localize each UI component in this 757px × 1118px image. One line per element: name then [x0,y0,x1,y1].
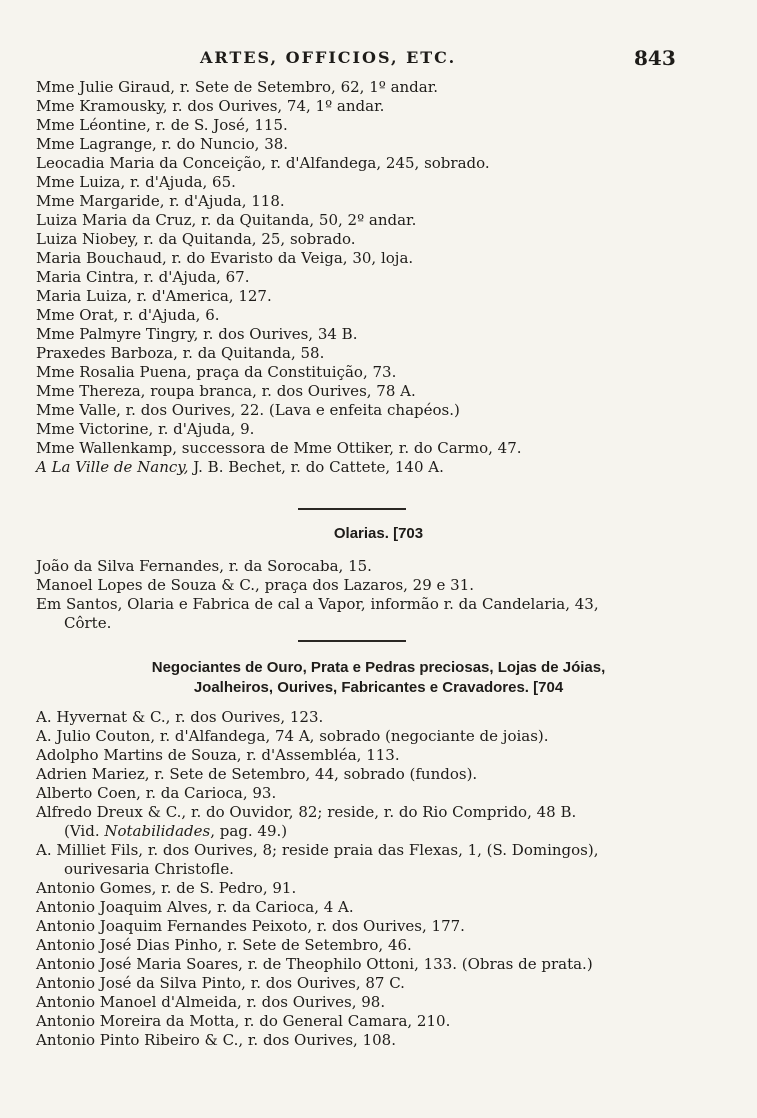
list-item: Adrien Mariez, r. Sete de Setembro, 44, sobrado (fundos). [36,765,478,783]
list-item: Luiza Maria da Cruz, r. da Quitanda, 50, 2º andar. [36,211,417,229]
list-item: João da Silva Fernandes, r. da Sorocaba, 15. [36,557,372,575]
section-modistas [36,78,736,477]
list-item: Praxedes Barboza, r. da Quitanda, 58. [36,344,325,362]
list-item: Mme Thereza, roupa branca, r. dos Ourives, 78 A. [36,382,416,400]
ref-suffix: , pag. 49.) [210,822,288,840]
list-item: Maria Bouchaud, r. do Evaristo da Veiga, 30, loja. [36,249,414,267]
list-item: A. Julio Couton, r. d'Alfandega, 74 A, sobrado (negociante de joias). [36,727,549,745]
list-item: Antonio Moreira da Motta, r. do General Camara, 210. [36,1012,451,1030]
shop-details: J. B. Bechet, r. do Cattete, 140 A. [188,458,444,476]
list-item: Antonio Manoel d'Almeida, r. dos Ourives, 98. [36,993,386,1011]
list-item: Mme Julie Giraud, r. Sete de Setembro, 62, 1º andar. [36,78,439,96]
list-item: A. Hyvernat & C., r. dos Ourives, 123. [36,708,324,726]
list-item: Mme Wallenkamp, successora de Mme Ottiker, r. do Carmo, 47. [36,439,522,457]
list-item: Mme Palmyre Tingry, r. dos Ourives, 34 B. [36,325,358,343]
list-item: Mme Kramousky, r. dos Ourives, 74, 1º andar. [36,97,385,115]
page-number: 843 [634,46,676,70]
list-item: Mme Léontine, r. de S. José, 115. [36,116,288,134]
list-item: Antonio José da Silva Pinto, r. dos Ourives, 87 C. [36,974,405,992]
list-item: Luiza Niobey, r. da Quitanda, 25, sobrado. [36,230,356,248]
list-item: Antonio Joaquim Fernandes Peixoto, r. dos Ourives, 177. [36,917,465,935]
section-title-olarias: Olarias. [703 [333,525,424,542]
list-item: Mme Rosalia Puena, praça da Constituição, 73. [36,363,397,381]
list-item: Maria Cintra, r. d'Ajuda, 67. [36,268,250,286]
entry-continuation: ourivesaria Christofle. [64,860,234,878]
list-item: Leocadia Maria da Conceição, r. d'Alfandega, 245, sobrado. [36,154,490,172]
page-header [0,48,757,74]
list-item: Maria Luiza, r. d'America, 127. [36,287,272,305]
list-item [36,595,736,633]
entry-line: Em Santos, Olaria e Fabrica de cal a Vapor, informão r. da Candelaria, 43, [36,595,599,613]
shop-name: A La Ville de Nancy, [36,458,189,476]
list-item: Mme Orat, r. d'Ajuda, 6. [36,306,220,324]
list-item: Mme Valle, r. dos Ourives, 22. (Lava e enfeita chapéos.) [36,401,460,419]
ref-title: Notabilidades [104,822,211,840]
list-item: Mme Luiza, r. d'Ajuda, 65. [36,173,236,191]
list-item [36,803,736,841]
list-item [36,458,736,477]
entry-line: A. Milliet Fils, r. dos Ourives, 8; reside praia das Flexas, 1, (S. Domingos), [36,841,599,859]
list-item: Antonio Gomes, r. de S. Pedro, 91. [36,879,297,897]
list-item: Antonio Pinto Ribeiro & C., r. dos Ourives, 108. [36,1031,396,1049]
list-item: Antonio Joaquim Alves, r. da Carioca, 4 A. [36,898,354,916]
entry-line: Alfredo Dreux & C., r. do Ouvidor, 82; reside, r. do Rio Comprido, 48 B. [36,803,577,821]
list-item: Antonio José Dias Pinho, r. Sete de Setembro, 46. [36,936,412,954]
list-item: Alberto Coen, r. da Carioca, 93. [36,784,277,802]
list-item: Antonio José Maria Soares, r. de Theophilo Ottoni, 133. (Obras de prata.) [36,955,593,973]
running-head: ARTES, OFFICIOS, ETC. [200,48,457,67]
section-divider [298,508,406,510]
entry-continuation: Côrte. [64,614,112,632]
ref-prefix: (Vid. [64,822,105,840]
section-divider [298,640,406,642]
section-title-line2: Joalheiros, Ourives, Fabricantes e Cravadores. [704 [193,679,564,696]
list-item [36,841,736,879]
list-item: Manoel Lopes de Souza & C., praça dos Lazaros, 29 e 31. [36,576,475,594]
entry-continuation [36,822,736,841]
list-item: Mme Lagrange, r. do Nuncio, 38. [36,135,289,153]
list-item: Mme Margaride, r. d'Ajuda, 118. [36,192,285,210]
list-item: Adolpho Martins de Souza, r. d'Assembléa, 113. [36,746,400,764]
list-item: Mme Victorine, r. d'Ajuda, 9. [36,420,255,438]
section-joalheiros [36,708,736,1050]
section-olarias [36,557,736,633]
section-title-line1: Negociantes de Ouro, Prata e Pedras preciosas, Lojas de Jóias, [151,659,606,676]
